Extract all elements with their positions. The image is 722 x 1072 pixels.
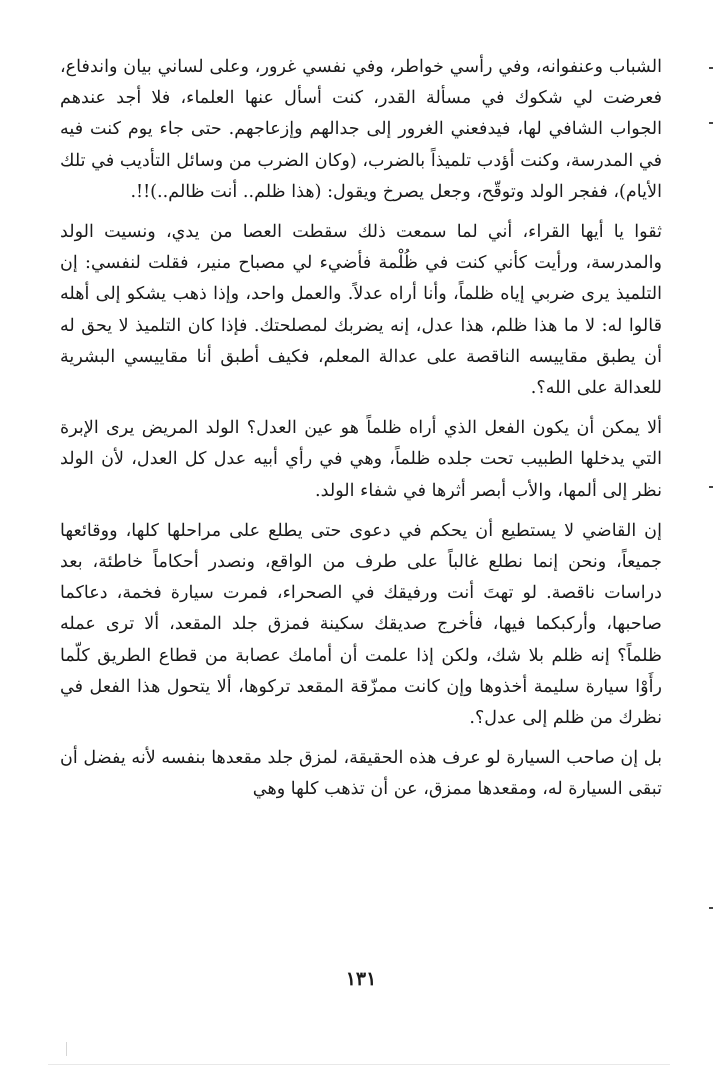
- margin-mark: [709, 907, 713, 909]
- paragraph-4: إن القاضي لا يستطيع أن يحكم في دعوى حتى يطلع على مراحلها كلها، ووقائعها جميعاً، ونحن إنما نطلع غالباً على طرف من الواقع، ونصدر أحكاماً خاطئة، بعد دراسات ناقصة. لو تهتَ أنت ورفيقك في الصحراء، فمرت سيارة فخمة، دعاكما صاحبها، وأركبكما فيها، فأخرج صديقك سكينة فمزق جلد المقعد، ألا ترى عمله ظلماً؟ إنه ظلم بلا شك، ولكن إذا علمت أن أمامك عصابة من قطاع الطريق كلّما رأَوْا سيارة سليمة أخذوها وإن كانت ممزّقة المقعد تركوها، ألا يتحول هذا الفعل في نظرك من ظلم إلى عدل؟.: [60, 520, 662, 729]
- margin-mark: [709, 486, 713, 488]
- scan-edge-line: [48, 1064, 670, 1065]
- margin-mark: [709, 122, 713, 124]
- page-body: [60, 52, 662, 806]
- page-number: ١٣١: [345, 968, 377, 990]
- paragraph-1: الشباب وعنفوانه، وفي رأسي خواطر، وفي نفسي غرور، وعلى لساني بيان واندفاع، فعرضت لي شكوك في مسألة القدر، كنت أسأل عنها العلماء، فلا أجد عندهم الجواب الشافي لها، فيدفعني الغرور إلى جدالهم وإزعاجهم. حتى جاء يوم كنت فيه في المدرسة، وكنت أؤدب تلميذاً بالضرب، (وكان الضرب من وسائل التأديب في تلك الأيام)، ففجر الولد وتوقّح، وجعل يصرخ ويقول: (هذا ظلم.. أنت ظالم..)!!.: [60, 57, 662, 202]
- paragraph-5: بل إن صاحب السيارة لو عرف هذه الحقيقة، لمزق جلد مقعدها بنفسه لأنه يفضل أن تبقى السيارة له، ومقعدها ممزق، عن أن تذهب كلها وهي: [60, 748, 662, 800]
- margin-mark: [709, 67, 713, 69]
- paragraph-2: ثقوا يا أيها القراء، أني لما سمعت ذلك سقطت العصا من يدي، ونسيت الولد والمدرسة، ورأيت كأني كنت في ظُلْمة فأضيء لي مصباح منير، فقلت لنفسي: إن التلميذ يرى ضربي إياه ظلماً، وأنا أراه عدلاً. والعمل واحد، وإذا ذهب يشكو إلى أهله قالوا له: لا ما هذا ظلم، هذا عدل، إنه يضربك لمصلحتك. فإذا كان التلميذ لا يحق له أن يطبق مقاييسه الناقصة على عدالة المعلم، فكيف أطبق أنا مقاييسي البشرية للعدالة على الله؟.: [60, 222, 662, 399]
- paragraph-3: ألا يمكن أن يكون الفعل الذي أراه ظلماً هو عين العدل؟ الولد المريض يرى الإبرة التي يدخلها الطبيب تحت جلده ظلماً، وهي في رأي أبيه عدل كل العدل، لأن الولد نظر إلى ألمها، والأب أبصر أثرها في شفاء الولد.: [60, 418, 662, 501]
- scan-edge-mark: [66, 1042, 67, 1056]
